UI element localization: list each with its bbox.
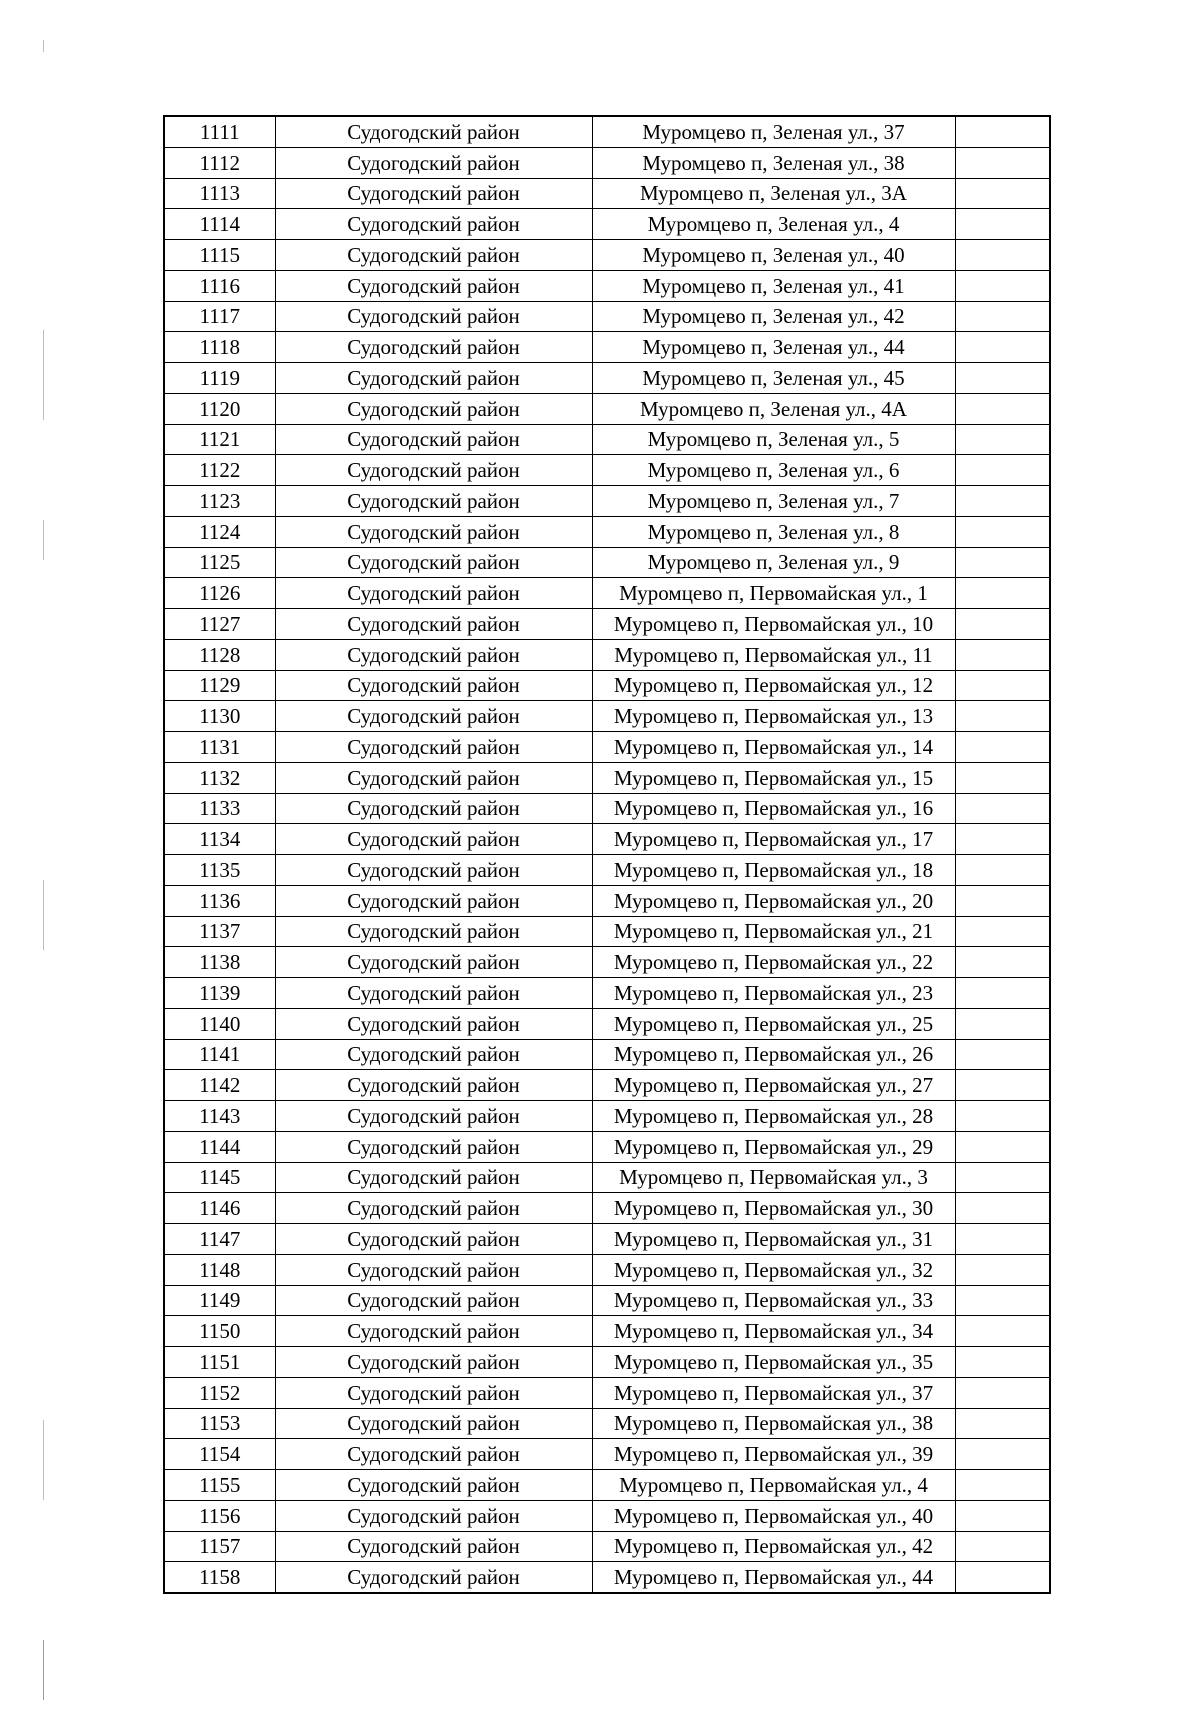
address-cell: Муромцево п, Первомайская ул., 21 bbox=[592, 916, 955, 947]
district-cell: Судогодский район bbox=[275, 1162, 592, 1193]
note-cell bbox=[955, 1316, 1050, 1347]
note-cell bbox=[955, 1347, 1050, 1378]
row-number-cell: 1141 bbox=[164, 1039, 275, 1070]
row-number-cell: 1134 bbox=[164, 824, 275, 855]
row-number-cell: 1157 bbox=[164, 1531, 275, 1562]
district-cell: Судогодский район bbox=[275, 1193, 592, 1224]
table-row bbox=[164, 1408, 1050, 1439]
note-cell bbox=[955, 1070, 1050, 1101]
row-number-cell: 1145 bbox=[164, 1162, 275, 1193]
address-cell: Муромцево п, Первомайская ул., 35 bbox=[592, 1347, 955, 1378]
district-cell: Судогодский район bbox=[275, 1531, 592, 1562]
district-cell: Судогодский район bbox=[275, 578, 592, 609]
table-row bbox=[164, 947, 1050, 978]
address-cell: Муромцево п, Первомайская ул., 34 bbox=[592, 1316, 955, 1347]
table-row bbox=[164, 824, 1050, 855]
scan-artifact-top bbox=[43, 40, 44, 52]
address-cell: Муромцево п, Первомайская ул., 44 bbox=[592, 1562, 955, 1593]
address-cell: Муромцево п, Зеленая ул., 7 bbox=[592, 486, 955, 517]
district-cell: Судогодский район bbox=[275, 1316, 592, 1347]
address-cell: Муромцево п, Первомайская ул., 39 bbox=[592, 1439, 955, 1470]
note-cell bbox=[955, 516, 1050, 547]
address-cell: Муромцево п, Зеленая ул., 8 bbox=[592, 516, 955, 547]
note-cell bbox=[955, 885, 1050, 916]
table-row bbox=[164, 1285, 1050, 1316]
address-cell: Муромцево п, Первомайская ул., 27 bbox=[592, 1070, 955, 1101]
table-row bbox=[164, 609, 1050, 640]
address-cell: Муромцево п, Первомайская ул., 23 bbox=[592, 978, 955, 1009]
table-row bbox=[164, 363, 1050, 394]
address-cell: Муромцево п, Зеленая ул., 44 bbox=[592, 332, 955, 363]
row-number-cell: 1139 bbox=[164, 978, 275, 1009]
row-number-cell: 1128 bbox=[164, 639, 275, 670]
district-cell: Судогодский район bbox=[275, 1254, 592, 1285]
note-cell bbox=[955, 1162, 1050, 1193]
district-cell: Судогодский район bbox=[275, 547, 592, 578]
table-row bbox=[164, 732, 1050, 763]
row-number-cell: 1155 bbox=[164, 1470, 275, 1501]
table-row bbox=[164, 1101, 1050, 1132]
note-cell bbox=[955, 578, 1050, 609]
row-number-cell: 1152 bbox=[164, 1377, 275, 1408]
address-cell: Муромцево п, Первомайская ул., 22 bbox=[592, 947, 955, 978]
address-cell: Муромцево п, Зеленая ул., 45 bbox=[592, 363, 955, 394]
row-number-cell: 1123 bbox=[164, 486, 275, 517]
table-row bbox=[164, 116, 1050, 147]
table-row bbox=[164, 393, 1050, 424]
note-cell bbox=[955, 670, 1050, 701]
address-cell: Муромцево п, Первомайская ул., 15 bbox=[592, 762, 955, 793]
district-cell: Судогодский район bbox=[275, 424, 592, 455]
table-row bbox=[164, 978, 1050, 1009]
district-cell: Судогодский район bbox=[275, 393, 592, 424]
table-row bbox=[164, 1500, 1050, 1531]
note-cell bbox=[955, 1470, 1050, 1501]
note-cell bbox=[955, 1254, 1050, 1285]
row-number-cell: 1112 bbox=[164, 147, 275, 178]
table-row bbox=[164, 1470, 1050, 1501]
note-cell bbox=[955, 732, 1050, 763]
table-row bbox=[164, 1008, 1050, 1039]
scan-artifact-left-2 bbox=[43, 520, 44, 560]
table-row bbox=[164, 301, 1050, 332]
note-cell bbox=[955, 1439, 1050, 1470]
table-row bbox=[164, 486, 1050, 517]
row-number-cell: 1158 bbox=[164, 1562, 275, 1593]
district-cell: Судогодский район bbox=[275, 270, 592, 301]
row-number-cell: 1150 bbox=[164, 1316, 275, 1347]
address-cell: Муромцево п, Зеленая ул., 38 bbox=[592, 147, 955, 178]
address-cell: Муромцево п, Первомайская ул., 32 bbox=[592, 1254, 955, 1285]
row-number-cell: 1148 bbox=[164, 1254, 275, 1285]
row-number-cell: 1113 bbox=[164, 178, 275, 209]
district-cell: Судогодский район bbox=[275, 516, 592, 547]
district-cell: Судогодский район bbox=[275, 1439, 592, 1470]
row-number-cell: 1118 bbox=[164, 332, 275, 363]
row-number-cell: 1153 bbox=[164, 1408, 275, 1439]
address-cell: Муромцево п, Первомайская ул., 29 bbox=[592, 1131, 955, 1162]
table-row bbox=[164, 1439, 1050, 1470]
address-cell: Муромцево п, Первомайская ул., 25 bbox=[592, 1008, 955, 1039]
district-cell: Судогодский район bbox=[275, 1500, 592, 1531]
table-row bbox=[164, 916, 1050, 947]
row-number-cell: 1149 bbox=[164, 1285, 275, 1316]
note-cell bbox=[955, 855, 1050, 886]
note-cell bbox=[955, 363, 1050, 394]
district-cell: Судогодский район bbox=[275, 1008, 592, 1039]
district-cell: Судогодский район bbox=[275, 732, 592, 763]
table-row bbox=[164, 1070, 1050, 1101]
address-cell: Муромцево п, Первомайская ул., 28 bbox=[592, 1101, 955, 1132]
note-cell bbox=[955, 270, 1050, 301]
row-number-cell: 1142 bbox=[164, 1070, 275, 1101]
row-number-cell: 1146 bbox=[164, 1193, 275, 1224]
district-cell: Судогодский район bbox=[275, 116, 592, 147]
note-cell bbox=[955, 178, 1050, 209]
note-cell bbox=[955, 947, 1050, 978]
address-cell: Муромцево п, Первомайская ул., 33 bbox=[592, 1285, 955, 1316]
row-number-cell: 1120 bbox=[164, 393, 275, 424]
note-cell bbox=[955, 1131, 1050, 1162]
note-cell bbox=[955, 639, 1050, 670]
district-cell: Судогодский район bbox=[275, 455, 592, 486]
address-cell: Муромцево п, Первомайская ул., 40 bbox=[592, 1500, 955, 1531]
scan-artifact-left-5 bbox=[43, 1640, 44, 1700]
note-cell bbox=[955, 1377, 1050, 1408]
note-cell bbox=[955, 240, 1050, 271]
note-cell bbox=[955, 1224, 1050, 1255]
address-cell: Муромцево п, Первомайская ул., 26 bbox=[592, 1039, 955, 1070]
table-row bbox=[164, 147, 1050, 178]
table-row bbox=[164, 1377, 1050, 1408]
row-number-cell: 1111 bbox=[164, 116, 275, 147]
row-number-cell: 1143 bbox=[164, 1101, 275, 1132]
table-row bbox=[164, 240, 1050, 271]
row-number-cell: 1138 bbox=[164, 947, 275, 978]
row-number-cell: 1117 bbox=[164, 301, 275, 332]
district-cell: Судогодский район bbox=[275, 209, 592, 240]
scan-artifact-left-4 bbox=[43, 1420, 44, 1500]
table-row bbox=[164, 701, 1050, 732]
district-cell: Судогодский район bbox=[275, 1285, 592, 1316]
note-cell bbox=[955, 209, 1050, 240]
row-number-cell: 1115 bbox=[164, 240, 275, 271]
row-number-cell: 1127 bbox=[164, 609, 275, 640]
address-cell: Муромцево п, Зеленая ул., 41 bbox=[592, 270, 955, 301]
address-registry-table bbox=[163, 115, 1051, 1594]
note-cell bbox=[955, 824, 1050, 855]
table-row bbox=[164, 424, 1050, 455]
table-row bbox=[164, 332, 1050, 363]
address-cell: Муромцево п, Первомайская ул., 30 bbox=[592, 1193, 955, 1224]
district-cell: Судогодский район bbox=[275, 762, 592, 793]
district-cell: Судогодский район bbox=[275, 978, 592, 1009]
table-row bbox=[164, 855, 1050, 886]
row-number-cell: 1125 bbox=[164, 547, 275, 578]
address-cell: Муромцево п, Первомайская ул., 42 bbox=[592, 1531, 955, 1562]
address-cell: Муромцево п, Первомайская ул., 13 bbox=[592, 701, 955, 732]
row-number-cell: 1121 bbox=[164, 424, 275, 455]
district-cell: Судогодский район bbox=[275, 332, 592, 363]
district-cell: Судогодский район bbox=[275, 1101, 592, 1132]
table-row bbox=[164, 455, 1050, 486]
address-cell: Муромцево п, Первомайская ул., 16 bbox=[592, 793, 955, 824]
row-number-cell: 1151 bbox=[164, 1347, 275, 1378]
table-row bbox=[164, 885, 1050, 916]
district-cell: Судогодский район bbox=[275, 1347, 592, 1378]
table-row bbox=[164, 209, 1050, 240]
table-row bbox=[164, 578, 1050, 609]
district-cell: Судогодский район bbox=[275, 1131, 592, 1162]
district-cell: Судогодский район bbox=[275, 824, 592, 855]
table-row bbox=[164, 1316, 1050, 1347]
table-row bbox=[164, 178, 1050, 209]
row-number-cell: 1124 bbox=[164, 516, 275, 547]
district-cell: Судогодский район bbox=[275, 1039, 592, 1070]
address-cell: Муромцево п, Зеленая ул., 5 bbox=[592, 424, 955, 455]
district-cell: Судогодский район bbox=[275, 1408, 592, 1439]
table-body bbox=[164, 116, 1050, 1593]
address-cell: Муромцево п, Зеленая ул., 3А bbox=[592, 178, 955, 209]
district-cell: Судогодский район bbox=[275, 855, 592, 886]
table-row bbox=[164, 1562, 1050, 1593]
note-cell bbox=[955, 393, 1050, 424]
row-number-cell: 1156 bbox=[164, 1500, 275, 1531]
district-cell: Судогодский район bbox=[275, 1377, 592, 1408]
scan-artifact-left-3 bbox=[43, 880, 44, 950]
row-number-cell: 1130 bbox=[164, 701, 275, 732]
district-cell: Судогодский район bbox=[275, 916, 592, 947]
row-number-cell: 1144 bbox=[164, 1131, 275, 1162]
table-row bbox=[164, 1254, 1050, 1285]
row-number-cell: 1136 bbox=[164, 885, 275, 916]
table-row bbox=[164, 1531, 1050, 1562]
table-row bbox=[164, 270, 1050, 301]
district-cell: Судогодский район bbox=[275, 301, 592, 332]
note-cell bbox=[955, 455, 1050, 486]
row-number-cell: 1137 bbox=[164, 916, 275, 947]
district-cell: Судогодский район bbox=[275, 670, 592, 701]
table-row bbox=[164, 793, 1050, 824]
row-number-cell: 1129 bbox=[164, 670, 275, 701]
row-number-cell: 1126 bbox=[164, 578, 275, 609]
address-cell: Муромцево п, Первомайская ул., 37 bbox=[592, 1377, 955, 1408]
note-cell bbox=[955, 424, 1050, 455]
address-cell: Муромцево п, Зеленая ул., 4 bbox=[592, 209, 955, 240]
note-cell bbox=[955, 1500, 1050, 1531]
row-number-cell: 1154 bbox=[164, 1439, 275, 1470]
note-cell bbox=[955, 1562, 1050, 1593]
note-cell bbox=[955, 147, 1050, 178]
table-row bbox=[164, 1162, 1050, 1193]
table-row bbox=[164, 547, 1050, 578]
note-cell bbox=[955, 116, 1050, 147]
note-cell bbox=[955, 762, 1050, 793]
district-cell: Судогодский район bbox=[275, 1562, 592, 1593]
row-number-cell: 1140 bbox=[164, 1008, 275, 1039]
note-cell bbox=[955, 701, 1050, 732]
district-cell: Судогодский район bbox=[275, 240, 592, 271]
address-cell: Муромцево п, Первомайская ул., 14 bbox=[592, 732, 955, 763]
row-number-cell: 1133 bbox=[164, 793, 275, 824]
table-row bbox=[164, 1347, 1050, 1378]
district-cell: Судогодский район bbox=[275, 486, 592, 517]
district-cell: Судогодский район bbox=[275, 178, 592, 209]
address-cell: Муромцево п, Первомайская ул., 4 bbox=[592, 1470, 955, 1501]
address-cell: Муромцево п, Первомайская ул., 1 bbox=[592, 578, 955, 609]
district-cell: Судогодский район bbox=[275, 701, 592, 732]
note-cell bbox=[955, 1408, 1050, 1439]
district-cell: Судогодский район bbox=[275, 885, 592, 916]
address-cell: Муромцево п, Первомайская ул., 20 bbox=[592, 885, 955, 916]
address-cell: Муромцево п, Зеленая ул., 37 bbox=[592, 116, 955, 147]
note-cell bbox=[955, 978, 1050, 1009]
note-cell bbox=[955, 1008, 1050, 1039]
district-cell: Судогодский район bbox=[275, 947, 592, 978]
district-cell: Судогодский район bbox=[275, 1070, 592, 1101]
note-cell bbox=[955, 1193, 1050, 1224]
row-number-cell: 1116 bbox=[164, 270, 275, 301]
district-cell: Судогодский район bbox=[275, 1224, 592, 1255]
district-cell: Судогодский район bbox=[275, 639, 592, 670]
row-number-cell: 1114 bbox=[164, 209, 275, 240]
address-cell: Муромцево п, Первомайская ул., 10 bbox=[592, 609, 955, 640]
table-row bbox=[164, 1131, 1050, 1162]
table-row bbox=[164, 516, 1050, 547]
note-cell bbox=[955, 486, 1050, 517]
district-cell: Судогодский район bbox=[275, 793, 592, 824]
note-cell bbox=[955, 916, 1050, 947]
address-cell: Муромцево п, Первомайская ул., 38 bbox=[592, 1408, 955, 1439]
address-cell: Муромцево п, Зеленая ул., 40 bbox=[592, 240, 955, 271]
address-cell: Муромцево п, Зеленая ул., 9 bbox=[592, 547, 955, 578]
address-cell: Муромцево п, Первомайская ул., 3 bbox=[592, 1162, 955, 1193]
note-cell bbox=[955, 1285, 1050, 1316]
table-row bbox=[164, 762, 1050, 793]
table-row bbox=[164, 670, 1050, 701]
note-cell bbox=[955, 332, 1050, 363]
note-cell bbox=[955, 301, 1050, 332]
note-cell bbox=[955, 609, 1050, 640]
address-cell: Муромцево п, Первомайская ул., 11 bbox=[592, 639, 955, 670]
address-cell: Муромцево п, Первомайская ул., 18 bbox=[592, 855, 955, 886]
row-number-cell: 1119 bbox=[164, 363, 275, 394]
note-cell bbox=[955, 1531, 1050, 1562]
address-cell: Муромцево п, Первомайская ул., 31 bbox=[592, 1224, 955, 1255]
address-cell: Муромцево п, Зеленая ул., 42 bbox=[592, 301, 955, 332]
row-number-cell: 1135 bbox=[164, 855, 275, 886]
note-cell bbox=[955, 1039, 1050, 1070]
row-number-cell: 1122 bbox=[164, 455, 275, 486]
address-cell: Муромцево п, Первомайская ул., 17 bbox=[592, 824, 955, 855]
note-cell bbox=[955, 793, 1050, 824]
district-cell: Судогодский район bbox=[275, 363, 592, 394]
note-cell bbox=[955, 1101, 1050, 1132]
address-cell: Муромцево п, Зеленая ул., 6 bbox=[592, 455, 955, 486]
table-row bbox=[164, 1193, 1050, 1224]
address-cell: Муромцево п, Первомайская ул., 12 bbox=[592, 670, 955, 701]
note-cell bbox=[955, 547, 1050, 578]
scan-artifact-left-1 bbox=[43, 330, 44, 420]
table-row bbox=[164, 1224, 1050, 1255]
row-number-cell: 1131 bbox=[164, 732, 275, 763]
address-cell: Муромцево п, Зеленая ул., 4А bbox=[592, 393, 955, 424]
district-cell: Судогодский район bbox=[275, 609, 592, 640]
row-number-cell: 1132 bbox=[164, 762, 275, 793]
district-cell: Судогодский район bbox=[275, 147, 592, 178]
district-cell: Судогодский район bbox=[275, 1470, 592, 1501]
table-row bbox=[164, 639, 1050, 670]
table-row bbox=[164, 1039, 1050, 1070]
row-number-cell: 1147 bbox=[164, 1224, 275, 1255]
